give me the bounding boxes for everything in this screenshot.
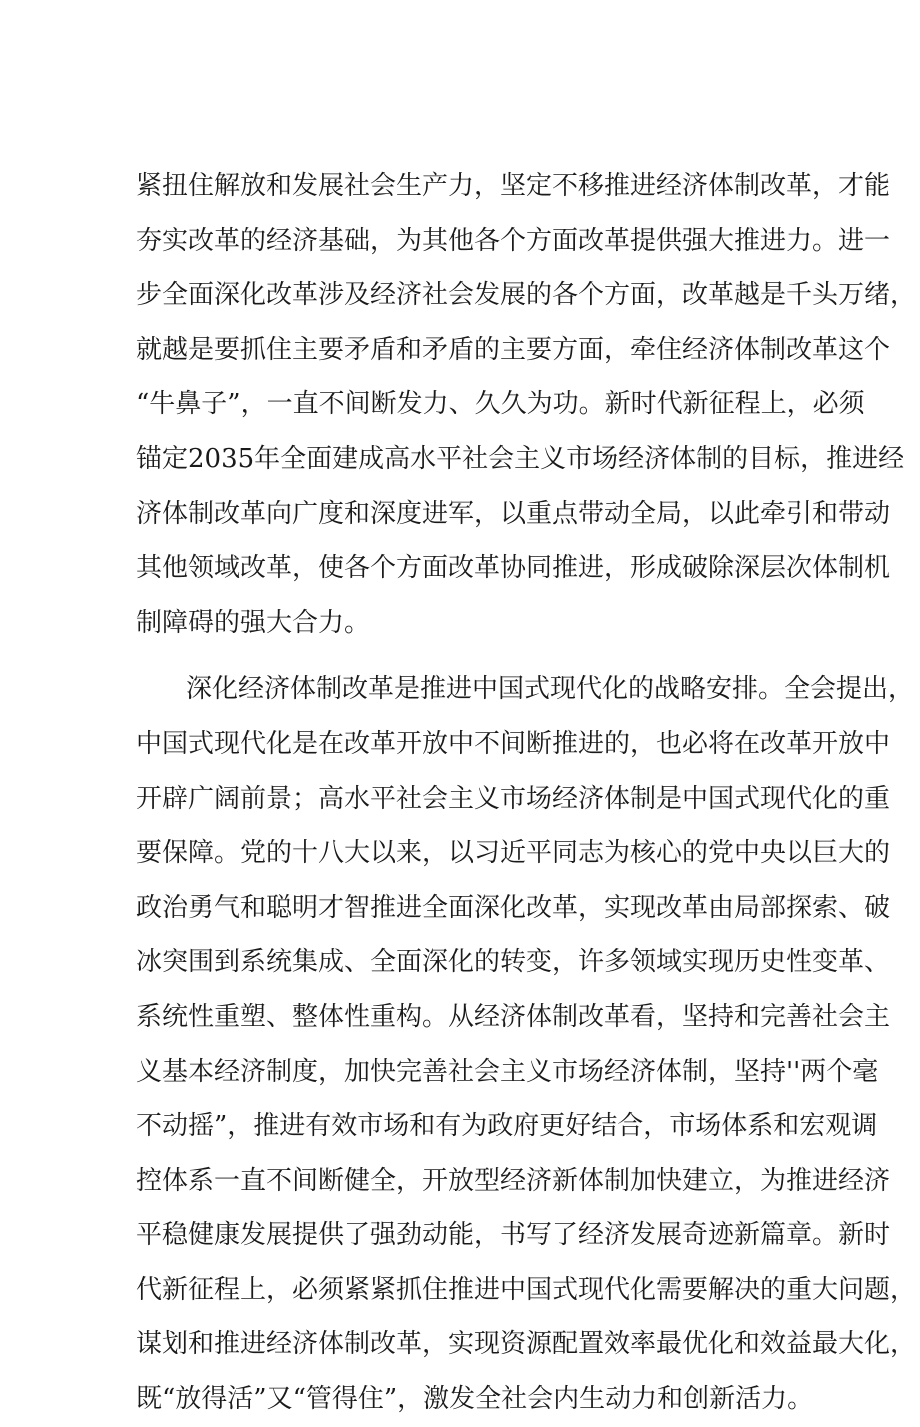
paragraph-2 [136,662,917,1426]
text-line: 谋划和推进经济体制改革，实现资源配置效率最优化和效益最大化， [136,1329,917,1360]
text-line: “牛鼻子”，一直不间断发力、久久为功。新时代新征程上，必须 [136,389,865,420]
text-line: 济体制改革向广度和深度进军，以重点带动全局，以此牵引和带动 [136,498,891,529]
text-line: 控体系一直不间断健全，开放型经济新体制加快建立，为推进经济 [136,1165,891,1196]
text-line: 其他领域改革，使各个方面改革协同推进，形成破除深层次体制机 [136,553,891,584]
text-line: 既“放得活”又“管得住”，激发全社会内生动力和创新活力。 [136,1384,814,1415]
paragraph-1 [136,159,917,650]
text-line: 制障碍的强大合力。 [136,607,371,638]
text-line: 深化经济体制改革是推进中国式现代化的战略安排。全会提出， [186,674,915,705]
text-line: 义基本经济制度，加快完善社会主义市场经济体制，坚持''两个毫 [136,1056,879,1087]
document-body [136,159,917,1427]
text-line: 系统性重塑、整体性重构。从经济体制改革看，坚持和完善社会主 [136,1001,891,1032]
text-line: 代新征程上，必须紧紧抓住推进中国式现代化需要解决的重大问题， [136,1274,917,1305]
text-line: 平稳健康发展提供了强劲动能，书写了经济发展奇迹新篇章。新时 [136,1220,891,1251]
paragraph-spacer [136,650,804,662]
text-line: 锚定2035年全面建成高水平社会主义市场经济体制的目标，推进经 [136,443,905,474]
text-line: 紧扭住解放和发展社会生产力，坚定不移推进经济体制改革，才能 [136,171,891,201]
text-line: 开辟广阔前景；高水平社会主义市场经济体制是中国式现代化的重 [136,783,891,814]
text-line: 夯实改革的经济基础，为其他各个方面改革提供强大推进力。进一 [136,225,891,256]
text-line: 要保障。党的十八大以来，以习近平同志为核心的党中央以巨大的 [136,838,891,869]
text-line: 就越是要抓住主要矛盾和矛盾的主要方面，牵住经济体制改革这个 [136,334,891,365]
text-line: 冰突围到系统集成、全面深化的转变，许多领域实现历史性变革、 [136,947,891,978]
text-line: 步全面深化改革涉及经济社会发展的各个方面，改革越是千头万绪， [136,280,917,311]
text-line: 中国式现代化是在改革开放中不间断推进的，也必将在改革开放中 [136,728,891,759]
text-line: 政治勇气和聪明才智推进全面深化改革，实现改革由局部探索、破 [136,892,891,923]
text-line: 不动摇”，推进有效市场和有为政府更好结合，市场体系和宏观调 [136,1111,878,1142]
